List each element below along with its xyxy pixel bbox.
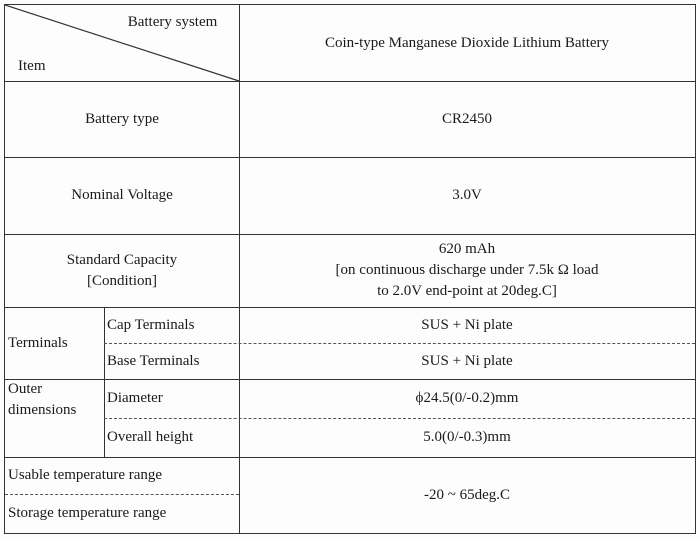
base-terminals-label: Base Terminals [107,352,200,369]
nominal-voltage-value: 3.0V [452,187,482,203]
terminals-group-label: Terminals [8,334,68,351]
temperature-range-value: -20 ~ 65deg.C [423,486,511,503]
battery-type-value: CR2450 [441,110,492,127]
standard-capacity-label [5,234,239,307]
header-item-label: Item [18,57,46,74]
battery-type-label: Battery type [85,110,159,127]
outer-dimensions-group-label [5,379,104,457]
standard-capacity-label-line2: [Condition] [87,272,157,289]
cap-terminals-value: SUS + Ni plate [421,316,513,333]
standard-capacity-label-line1: Standard Capacity [66,251,178,268]
usable-temperature-label: Usable temperature range [8,467,163,483]
spec-table [4,4,696,534]
header-battery-system-label: Battery system [127,13,218,30]
nominal-voltage-label: Nominal Voltage [71,187,173,203]
overall-height-label: Overall height [107,429,194,445]
standard-capacity-value-line1: 620 mAh [438,241,496,257]
outer-dimensions-label-line1: Outer [8,381,43,397]
overall-height-value: 5.0(0/-0.3)mm [423,429,511,445]
base-terminals-value: SUS + Ni plate [421,352,513,369]
diameter-label: Diameter [107,390,163,406]
header-system-value: Coin-type Manganese Dioxide Lithium Battery [324,34,610,51]
standard-capacity-value-line3: to 2.0V end-point at 20deg.C] [377,283,557,299]
diameter-value: ϕ24.5(0/-0.2)mm [415,390,519,406]
standard-capacity-value-line2: [on continuous discharge under 7.5k Ω load [335,262,599,278]
standard-capacity-value [239,234,695,307]
cap-terminals-label: Cap Terminals [107,316,195,333]
outer-dimensions-label-line2: dimensions [8,402,77,418]
storage-temperature-label: Storage temperature range [8,505,167,521]
